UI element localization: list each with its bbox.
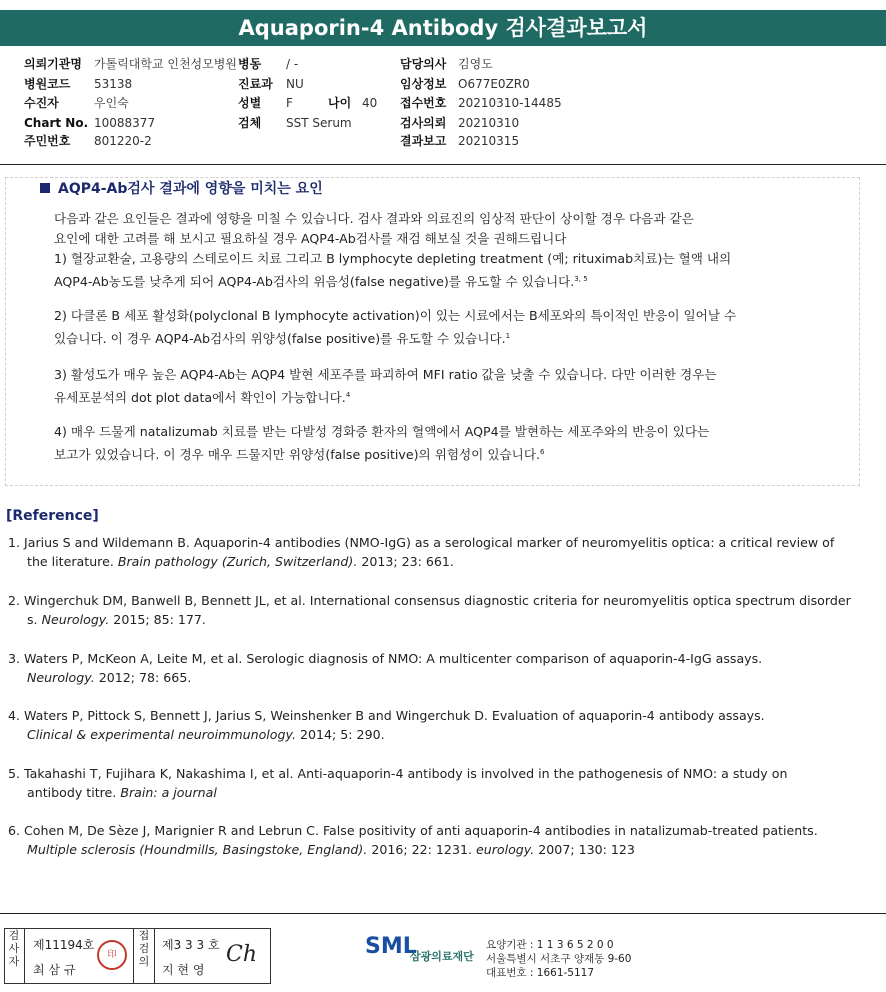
square-bullet-icon [40,183,50,193]
reference-item [8,764,787,802]
ref-journal: Neurology. [41,612,110,627]
signature-icon: Ch [226,942,258,967]
reference-cont [8,725,765,744]
reference-line: 3. Waters P, McKeon A, Leite M, et al. Serologic diagnosis of NMO: A multicenter comparison of aquaporin-4-IgG assays. [8,651,763,666]
info-value: / - [286,57,299,71]
info-label: Chart No. [24,116,89,130]
reference-heading: [Reference] [6,508,99,524]
text-segment: 유세포분석의 dot plot data에서 확인이 가능합니다. [54,390,346,405]
text-line [54,326,736,349]
text-segment: 보고가 있었습니다. 이 경우 매우 드물지만 위양성(false positive)의 위험성이 있습니다. [54,447,541,462]
info-hospital-code [24,77,132,92]
header-divider [0,164,886,165]
info-label: 주민번호 [24,134,71,148]
text-line [54,442,709,465]
reference-cont [8,552,834,571]
ref-text: 2013; 23: 661. [357,554,454,569]
info-label: 접수번호 [400,96,447,110]
ref-text: 2016; 22: 1231. [367,842,476,857]
reviewer-name: 지 현 영 [162,963,205,977]
info-department [238,77,304,92]
citation-sup: 3, 5 [574,275,588,283]
ref-journal: eurology. [475,842,535,857]
info-label: 검사의뢰 [400,116,447,130]
factor-3 [54,365,717,408]
text-line: 요인에 대한 고려를 해 보시고 필요하실 경우 AQP4-Ab검사를 재검 해보실 것을 권해드립니다 [54,231,567,246]
ref-text: the literature. [27,554,118,569]
reference-line: 5. Takahashi T, Fujihara K, Nakashima I, et al. Anti-aquaporin-4 antibody is involved in the pathogenesis of NMO: a study on [8,766,788,781]
info-value: 20210310-14485 [458,96,562,110]
text-segment: AQP4-Ab농도를 낮추게 되어 AQP4-Ab검사의 위음성(false negative)를 유도할 수 있습니다. [54,274,575,289]
info-label: 의뢰기관명 [24,57,82,71]
info-label: 나이 [328,96,352,110]
info-value: 53138 [94,77,133,91]
factors-intro [54,209,731,292]
info-clinical [400,77,530,92]
info-doctor [400,57,493,72]
info-value: 김영도 [458,57,493,71]
footer-divider [0,913,886,914]
reference-item [8,533,834,571]
citation-sup: 1 [505,332,511,340]
reference-item [8,591,851,629]
info-specimen [238,116,352,131]
info-resident-no [24,134,152,149]
tester-id: 제11194호 [33,938,95,952]
citation-sup: 4 [345,391,351,399]
reference-line: 6. Cohen M, De Sèze J, Marignier R and Lebrun C. False positivity of anti aquaporin-4 antibodies in natalizumab-treated patients. [8,823,818,838]
info-value: SST Serum [286,116,352,130]
report-title: Aquaporin-4 Antibody 검사결과보고서 [0,10,886,46]
ref-text: 2015; 85: 177. [109,612,206,627]
info-patient [24,96,129,111]
ref-journal: Brain pathology (Zurich, Switzerland). [117,554,358,569]
seal-stamp-icon: 印 [97,940,127,970]
text-line [54,385,717,408]
info-label: 임상정보 [400,77,447,91]
factors-heading [32,178,331,198]
info-receipt-no [400,96,562,111]
reference-item [8,649,762,687]
vertical-text: 접검의 [138,929,150,968]
ref-journal: Clinical & experimental neuroimmunology. [27,727,296,742]
text-line: 2) 다클론 B 세포 활성화(polyclonal B lymphocyte activation)이 있는 시료에서는 B세포와의 특이적인 반응이 일어날 수 [54,308,737,323]
reference-line: 2. Wingerchuk DM, Banwell B, Bennett JL, et al. International consensus diagnostic criteria for neuromyelitis optica spectrum disorder [8,593,851,608]
reference-item [8,821,818,859]
info-ward [238,57,298,72]
reference-line: 4. Waters P, Pittock S, Bennett J, Jarius S, Weinshenker B and Wingerchuk D. Evaluation of aquaporin-4 antibody assays. [8,708,765,723]
info-value: 801220-2 [94,134,152,148]
info-value: 우인숙 [94,96,129,110]
info-value: 20210310 [458,116,520,130]
reference-cont [8,783,787,802]
info-sex [238,96,293,111]
citation-sup: 6 [540,448,545,456]
sml-logo: SML [365,934,417,959]
info-request-date [400,116,519,131]
text-segment: 있습니다. 이 경우 AQP4-Ab검사의 위양성(false positive)를 유도할 수 있습니다. [54,331,506,346]
text-line: 다음과 같은 요인들은 결과에 영향을 미칠 수 있습니다. 검사 결과와 의료진의 임상적 판단이 상이할 경우 다음과 같은 [54,211,694,226]
tester-label [4,928,25,983]
reference-line: 1. Jarius S and Wildemann B. Aquaporin-4 antibodies (NMO-IgG) as a serological marker of neuromyelitis optica: a critical review of [8,535,835,550]
info-label: 병동 [238,57,262,71]
text-line [54,269,731,292]
text-line: 4) 매우 드물게 natalizumab 치료를 받는 다발성 경화증 환자의 혈액에서 AQP4를 발현하는 세포주와의 반응이 있다는 [54,424,710,439]
info-institution [24,57,237,72]
reference-cont [8,840,818,859]
sml-foundation-name: 삼광의료재단 [410,950,474,963]
ref-journal: Brain: a journal [120,785,217,800]
info-value: F [286,96,293,110]
contact-phone: 대표번호 : 1661-5117 [486,967,595,979]
info-chart-no [24,116,155,131]
info-label: 결과보고 [400,134,447,148]
contact-address: 서울특별시 서초구 양재동 9-60 [486,953,632,965]
info-value: NU [286,77,304,91]
factors-title: AQP4-Ab검사 결과에 영향을 미치는 요인 [58,181,323,197]
info-label: 담당의사 [400,57,447,71]
ref-text: antibody titre. [27,785,121,800]
reference-cont [8,668,762,687]
reference-item [8,706,765,744]
reference-cont [8,610,851,629]
info-label: 검체 [238,116,262,130]
ref-text: 2012; 78: 665. [94,670,192,685]
factor-4 [54,422,709,465]
reviewer-id: 제3 3 3 호 [162,938,220,952]
info-value: 가톨릭대학교 인천성모병원 [94,57,237,71]
reviewer-label [133,928,155,983]
info-value: 40 [362,96,378,110]
text-line: 3) 활성도가 매우 높은 AQP4-Ab는 AQP4 발현 세포주를 파괴하여 MFI ratio 값을 낮출 수 있습니다. 다만 이러한 경우는 [54,367,717,382]
info-report-date [400,134,519,149]
ref-text: 2007; 130: 123 [534,842,635,857]
ref-journal: Neurology. [27,670,95,685]
info-value: O677E0ZR0 [458,77,530,91]
vertical-text: 검사자 [8,929,20,968]
info-label: 진료과 [238,77,273,91]
info-age [328,96,377,111]
info-label: 성별 [238,96,262,110]
ref-journal: Multiple sclerosis (Houndmills, Basingstoke, England). [27,842,368,857]
info-label: 병원코드 [24,77,71,91]
ref-text: 2014; 5: 290. [296,727,385,742]
info-value: 20210315 [458,134,520,148]
info-label: 수진자 [24,96,59,110]
tester-name: 최 삼 규 [33,963,76,977]
factor-2 [54,306,736,349]
contact-code: 요양기관 : 1 1 3 6 5 2 0 0 [486,939,614,951]
text-line: 1) 혈장교환술, 고용량의 스테로이드 치료 그리고 B lymphocyte depleting treatment (예; rituximab치료)는 혈액 내의 [54,251,732,266]
info-value: 10088377 [94,116,156,130]
ref-text: s. [27,612,42,627]
